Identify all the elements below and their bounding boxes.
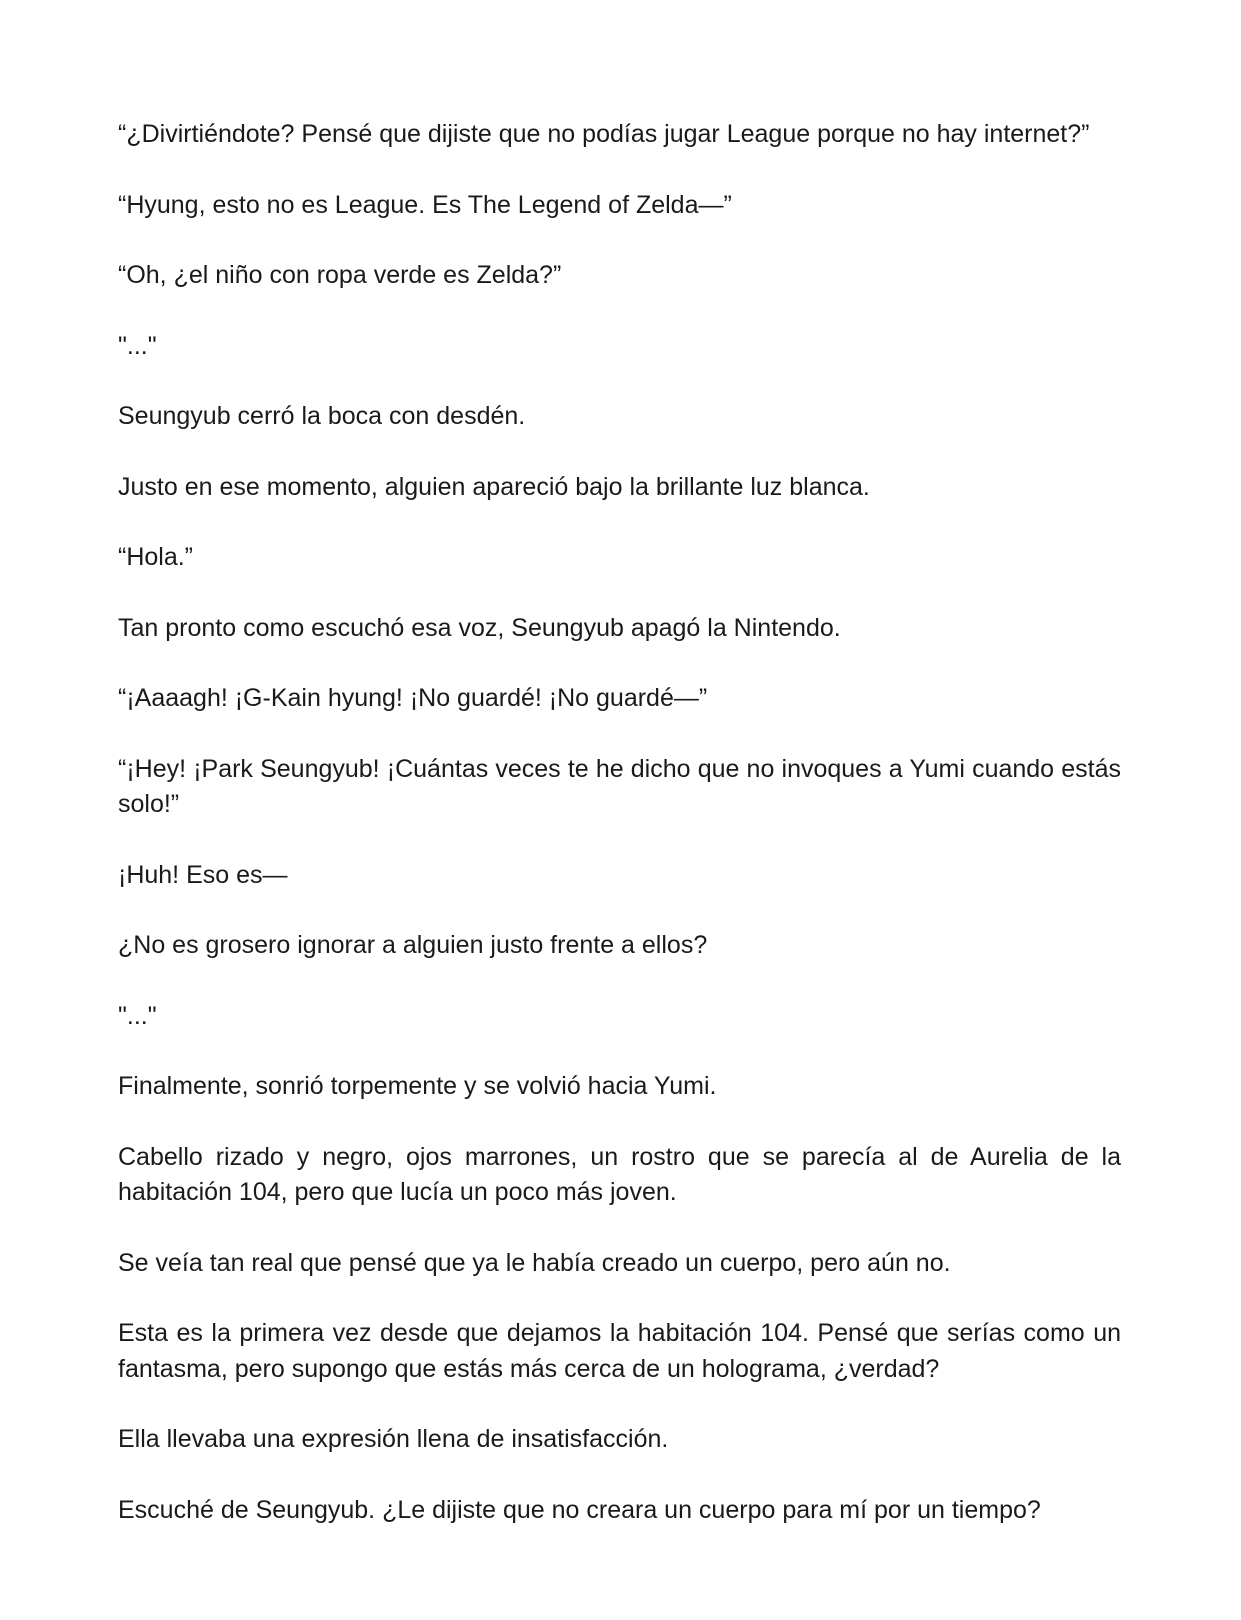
paragraph: Justo en ese momento, alguien apareció bajo la brillante luz blanca. xyxy=(118,472,870,501)
paragraph: Esta es la primera vez desde que dejamos la habitación 104. Pensé que serías como un fantasma, pero supongo que estás más cerca de un holograma, ¿verdad? xyxy=(118,1319,1121,1383)
paragraph: "..." xyxy=(118,331,157,360)
paragraph: Cabello rizado y negro, ojos marrones, un rostro que se parecía al de Aurelia de la habitación 104, pero que lucía un poco más joven. xyxy=(118,1142,1121,1206)
paragraph: “Hola.” xyxy=(118,543,194,571)
paragraph: Ella llevaba una expresión llena de insatisfacción. xyxy=(118,1425,669,1453)
paragraph: Finalmente, sonrió torpemente y se volvió hacia Yumi. xyxy=(118,1072,717,1100)
paragraph: ¿No es grosero ignorar a alguien justo frente a ellos? xyxy=(118,931,708,959)
paragraph: “Hyung, esto no es League. Es The Legend of Zelda—” xyxy=(118,190,732,219)
paragraph: “¡Aaaagh! ¡G-Kain hyung! ¡No guardé! ¡No guardé—” xyxy=(118,684,708,712)
paragraph: “¿Divirtiéndote? Pensé que dijiste que no podías jugar League porque no hay internet?” xyxy=(118,120,1090,148)
paragraph: ¡Huh! Eso es— xyxy=(118,860,288,889)
paragraph: Escuché de Seungyub. ¿Le dijiste que no creara un cuerpo para mí por un tiempo? xyxy=(118,1495,1041,1524)
document-body xyxy=(118,117,1121,1563)
paragraph: "..." xyxy=(118,1001,157,1030)
paragraph: “¡Hey! ¡Park Seungyub! ¡Cuántas veces te he dicho que no invoques a Yumi cuando estás solo!” xyxy=(118,754,1121,818)
paragraph: “Oh, ¿el niño con ropa verde es Zelda?” xyxy=(118,261,562,289)
paragraph: Se veía tan real que pensé que ya le había creado un cuerpo, pero aún no. xyxy=(118,1248,951,1277)
paragraph: Tan pronto como escuchó esa voz, Seungyub apagó la Nintendo. xyxy=(118,613,841,642)
paragraph: Seungyub cerró la boca con desdén. xyxy=(118,402,526,430)
